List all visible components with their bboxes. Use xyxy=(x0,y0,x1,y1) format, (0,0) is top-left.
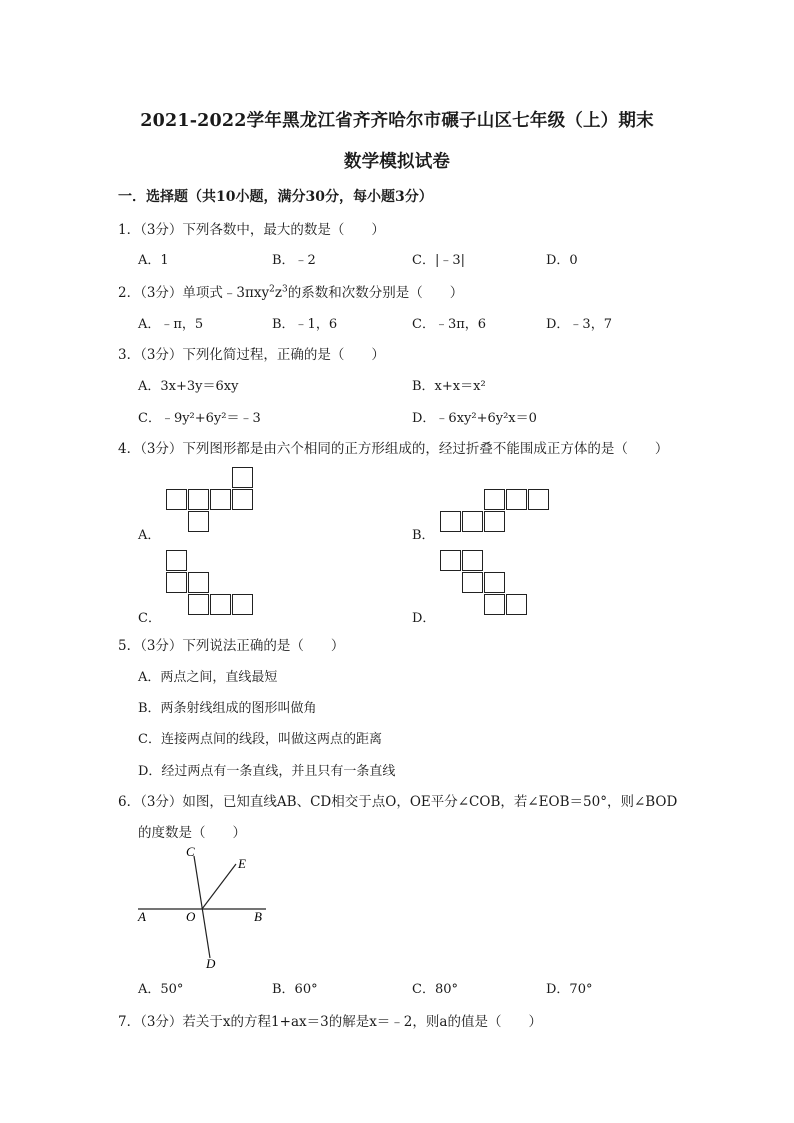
angle-figure xyxy=(130,842,280,972)
label-b: B xyxy=(254,909,262,924)
page-title-line2: 数学模拟试卷 xyxy=(343,152,451,172)
q4-option-d: D． xyxy=(412,611,436,626)
q1-option-d: D．0 xyxy=(546,253,578,268)
label-c: C xyxy=(186,844,195,859)
section-heading: 一．选择题（共10小题，满分30分，每小题3分） xyxy=(118,189,433,205)
q2-option-d: D．﹣3，7 xyxy=(546,317,612,332)
q6-option-a: A．50° xyxy=(138,982,184,997)
label-d: D xyxy=(206,956,216,971)
q4-option-a: A． xyxy=(138,528,161,543)
q3-option-b: B．x+x＝x² xyxy=(412,379,486,394)
q5-option-c: C．连接两点间的线段，叫做这两点的距离 xyxy=(138,732,382,747)
question-5-stem: 5．（3分）下列说法正确的是（ ） xyxy=(118,638,345,654)
label-o: O xyxy=(186,909,196,924)
q3-option-c: C．﹣9y²+6y²＝﹣3 xyxy=(138,411,261,426)
q1-option-b: B．﹣2 xyxy=(272,253,316,268)
question-4-stem: 4．（3分）下列图形都是由六个相同的正方形组成的，经过折叠不能围成正方体的是（ ） xyxy=(118,441,669,457)
page-title-line1: 2021-2022学年黑龙江省齐齐哈尔市碾子山区七年级（上）期末 xyxy=(140,111,654,131)
q4-option-b: B． xyxy=(412,528,435,543)
label-a: A xyxy=(138,909,146,924)
q5-option-d: D．经过两点有一条直线，并且只有一条直线 xyxy=(138,764,396,779)
q3-option-a: A．3x+3y＝6xy xyxy=(138,379,239,394)
question-7-stem: 7．（3分）若关于x的方程1+ax＝3的解是x＝﹣2，则a的值是（ ） xyxy=(118,1014,542,1030)
q3-option-d: D．﹣6xy²+6y²x＝0 xyxy=(412,411,537,426)
question-2-stem: 2．（3分）单项式$﹣3\pi xy^2z^3$的系数和次数分别是（ ） xyxy=(118,284,464,301)
question-1-stem: 1．（3分）下列各数中，最大的数是（ ） xyxy=(118,222,385,238)
q2-option-c: C．﹣3π，6 xyxy=(412,317,487,332)
label-e: E xyxy=(238,856,246,871)
q1-option-c: C．|﹣3| xyxy=(412,253,465,268)
q6-option-c: C．80° xyxy=(412,982,458,997)
q4-option-c: C． xyxy=(138,611,161,626)
q5-option-b: B．两条射线组成的图形叫做角 xyxy=(138,701,317,716)
question-6-stem-line1: 6．（3分）如图，已知直线AB、CD相交于点O，OE平分∠COB，若∠EOB＝50°，则∠BOD xyxy=(118,794,678,810)
question-6-stem-line2: 的度数是（ ） xyxy=(138,825,246,841)
q6-option-d: D．70° xyxy=(546,982,593,997)
q2-option-b: B．﹣1，6 xyxy=(272,317,338,332)
q2-option-a: A．﹣π，5 xyxy=(138,317,204,332)
q5-option-a: A．两点之间，直线最短 xyxy=(138,670,278,685)
q6-option-b: B．60° xyxy=(272,982,318,997)
q1-option-a: A．1 xyxy=(138,253,169,268)
question-3-stem: 3．（3分）下列化简过程，正确的是（ ） xyxy=(118,347,385,363)
